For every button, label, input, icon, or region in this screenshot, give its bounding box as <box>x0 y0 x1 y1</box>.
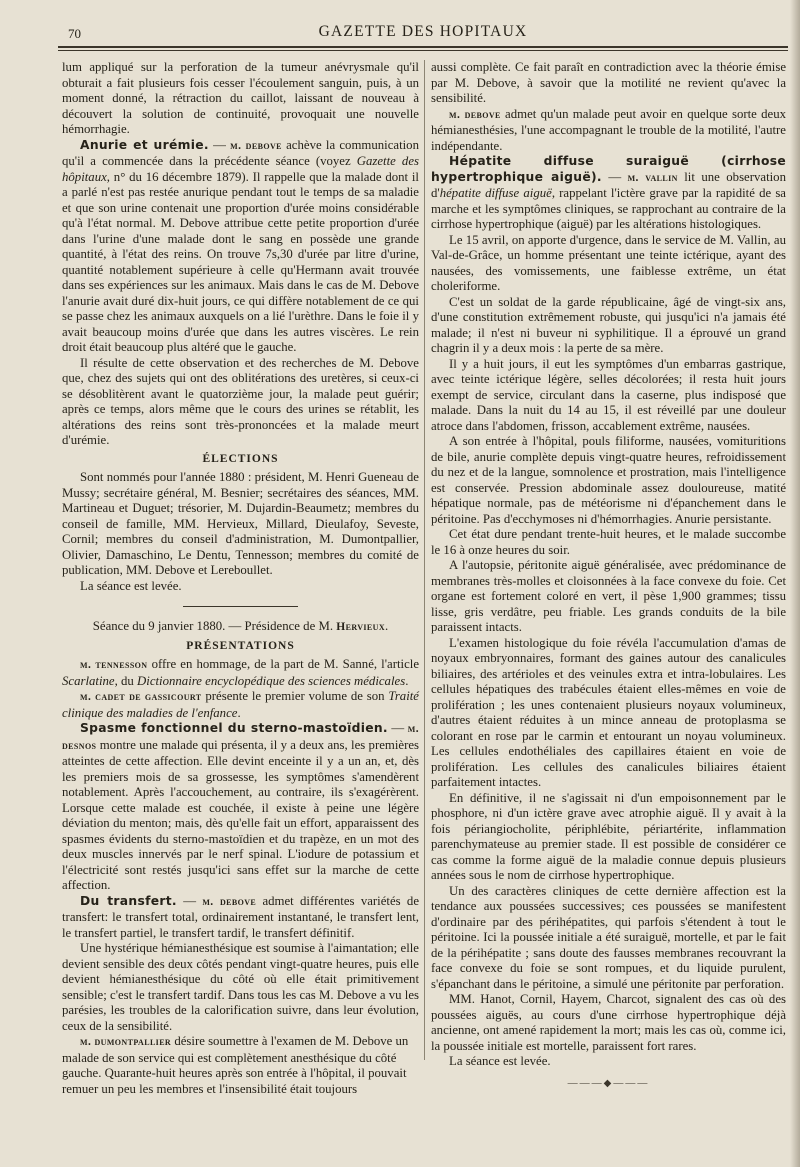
journal-title: GAZETTE DES HOPITAUX <box>318 23 528 40</box>
paragraph: Cet état dure pendant trente-huit heures, et le malade succombe le 16 à onze heures du soir. <box>431 527 786 557</box>
paragraph: Le 15 avril, on apporte d'urgence, dans le service de M. Vallin, au Val-de-Grâce, un homme présentant une teinte ictérique, ayant des nausées, des vomissements, une faiblesse extrême, un état choleriforme. <box>431 232 786 293</box>
presentation-paragraph <box>62 657 419 689</box>
presentation-paragraph <box>62 689 419 721</box>
section-heading-hepatite: Hépatite diffuse suraiguë (cirrhose hypertrophique aiguë). <box>431 154 786 184</box>
paragraph: A l'autopsie, péritonite aiguë généralisée, avec prédominance de membranes très-molles et cloisonnées à la face convexe du foie. Cet organe est fortement coloré en vert, il pèse 1,900 grammes; tissu lisse, gris verdâtre, peu friable. Les grands conduits de la bile paraissent intacts. <box>431 558 786 634</box>
citation: Traité clinique des maladies de l'enfance <box>62 689 419 720</box>
session-title <box>62 619 419 636</box>
speaker-name: m. vallin <box>627 171 678 184</box>
citation: hépatite diffuse aiguë <box>439 186 552 200</box>
text: montre une malade qui présenta, il y a deux ans, les premières atteintes de cette affection. Elle devint enceinte il y a un an, et, dès les premiers mois de sa grossesse, les symptômes s'amendèrent notablement. Après l'accouchement, au contraire, ils s'exagérèrent. Lorsque cette malade est couchée, il existe à peine une légère déviation du menton; mais, dès qu'elle fait un effort, apparaissent des spasmes évidents du sterno-mastoïdien et du trapèze, en un mot des deux muscles innervés par le nerf spinal. L'iodure de potassium et l'électricité sont restés jusqu'ici sans effet sur la marche de cette affection. <box>62 737 419 892</box>
dumontpallier-paragraph <box>62 1034 419 1097</box>
dash: — <box>601 169 628 184</box>
text: Séance du 9 janvier 1880. — Présidence de M. <box>92 619 337 633</box>
citation: Gazette des hôpitaux <box>62 154 419 184</box>
speaker-name: m. debove <box>449 108 501 121</box>
speaker-name: m. tennesson <box>80 659 148 671</box>
speaker-name: m. desnos <box>62 723 419 752</box>
text: , rappelant l'ictère grave par la rapidité de sa marche et les symptômes cliniques, se rapprochant au contraire de la cirrhose hypertrophique (aiguë) par les altérations histologiques. <box>431 186 786 231</box>
debove-reply-paragraph <box>431 107 786 155</box>
page-number: 70 <box>68 26 81 41</box>
citation: Scarlatine <box>62 673 115 688</box>
text: admet différentes variétés de transfert: le transfert total, ordinairement instantané, le transfert lent, le transfert partiel, le transfert tardif, le transfert définitif. <box>62 893 420 940</box>
paragraph: La séance est levée. <box>80 578 182 593</box>
paragraph: Il résulte de cette observation et des recherches de M. Debove que, chez des sujets qui ont des oblitérations des uretères, si ceux-ci se désoblitèrent avant le quatorzième jour, la malade peut guérir; après ce temps, alors même que le cours des urines se rétablit, les altérations des reins sont très-prononcées et la malade meurt d'urémie. <box>62 355 419 447</box>
page-header <box>58 22 788 44</box>
dash: — <box>176 893 203 908</box>
paragraph: En définitive, il ne s'agissait ni d'un empoisonnement par le phosphore, ni d'un ictère grave avec atrophie aiguë. Il y avait à la fois périangiocholite, périphlébite, périartérite, inflammation parenchymateuse au premier stade. Il est possible de considérer ce cas comme la forme aiguë de la maladie connue depuis plusieurs années sous le nom de cirrhose hypertrophique. <box>431 790 786 882</box>
hepatite-paragraph <box>431 154 786 233</box>
paragraph: aussi complète. Ce fait paraît en contradiction avec la théorie émise par M. Debove, à savoir que la motilité ne revient qu'avec la sensibilité. <box>431 60 786 105</box>
paragraph: Sont nommés pour l'année 1880 : président, M. Henri Gueneau de Mussy; secrétaire général, M. Besnier; secrétaires des séances, MM. Martineau et Duguet; trésorier, M. Dujardin-Beaumetz; membres du conseil de famille, MM. Hervieux, Millard, Dieulafoy, Seveste, Cornil; membres du conseil d'administration, M. Dumontpallier, Olivier, Damaschino, Le Dentu, Tennesson; membres du comité de publication, MM. Debove et Lereboullet. <box>62 470 419 577</box>
text: présente le premier volume de son <box>201 689 389 703</box>
transfert-paragraph <box>62 894 419 942</box>
section-heading-spasme: Spasme fonctionnel du sterno-mastoïdien. <box>80 721 388 735</box>
left-column <box>62 60 419 1097</box>
column-divider <box>424 60 425 1060</box>
text: , du <box>114 673 138 688</box>
paragraph: Une hystérique hémianesthésique est soumise à l'aimantation; elle devient sensible des deux côtés pendant vingt-quatre heures, puis elle devient hémianesthésique du côté où elle était primitivement sensible; c'est le transfert tardif. Dans tous les cas M. Debove a vu les parésies, les troubles de la calorification suivre, dans leur évolution, ceux de la sensibilité. <box>62 941 419 1033</box>
text: offre en hommage, de la part de M. Sanné, l'article <box>147 657 420 671</box>
paragraph: Un des caractères cliniques de cette dernière affection est la tendance aux poussées successives; ces poussées se manifestent d'ordinaire par des périhépatites, qui parfois s'étendent à tout le péritoine. Ici la poussée initiale a été suraiguë, mortelle, et par le fait de la périhépatite ; sans doute des fausses membranes recouvrant la face convexe du foie se sont rompues, et du liquide purulent, s'épanchant dans le péritoine, a simulé une péritonite par perforation. <box>431 883 786 991</box>
section-separator <box>183 606 298 607</box>
paragraph: C'est un soldat de la garde républicaine, âgé de vingt-six ans, d'une constitution extrêmement robuste, qui jusqu'ici n'a jamais été malade; il n'est ni buveur ni syphilitique. Il a éprouvé un grand chagrin il y a deux mois : la perte de sa mère. <box>431 294 786 355</box>
spasme-paragraph <box>62 721 419 894</box>
text: lit une observation d' <box>431 169 786 200</box>
text: . <box>385 619 389 633</box>
text: . <box>237 705 241 720</box>
section-heading-transfert: Du transfert. <box>80 893 177 908</box>
end-ornament: ———◆——— <box>567 1077 650 1089</box>
speaker-name: m. debove <box>230 139 282 152</box>
right-column <box>431 60 786 1091</box>
text: admet qu'un malade peut avoir en quelque sorte deux hémianesthésies, l'une accompagnant le trouble de la motilité, l'autre indépendante. <box>431 106 786 153</box>
president-name: Hervieux <box>336 621 385 633</box>
dash: — <box>387 721 408 735</box>
citation: Dictionnaire encyclopédique des sciences médicales <box>137 673 406 688</box>
text: . <box>405 673 409 688</box>
paragraph: L'examen histologique du foie révéla l'accumulation d'amas de noyaux embryonnaires, formant des gaines autour des canalicules biliaires, des artérioles et des veinules extra et intra-lobulaires. Les cellules hépatiques des trabécules étaient elles-mêmes en voie de prolifération ; les unes contenaient plusieurs noyaux volumineux, d'autres étaient réduites à un mince anneau de protoplasma se colorant en rose par le carmin et entourant un noyau volumineux. Les cellules endothéliales des capillaires étaient en voie de prolifération. Les cellules des canalicules biliaires étaient parfaitement intactes. <box>431 635 786 789</box>
text: achève la communication qu'il a commencée dans la précédente séance (voyez <box>62 137 419 168</box>
paragraph: A son entrée à l'hôpital, pouls filiforme, nausées, vomituritions de bile, anurie complète depuis vingt-quatre heures, refroidissement du nez et de la langue, somnolence et prostration, mais l'intelligence est conservée. Pression abdominale assez douloureuse, matité hépatique normale, pas de météorisme ni d'épanchement dans le péritoine. Pas d'ecchymoses ni d'hémorrhagies. Anurie persistante. <box>431 434 786 526</box>
section-heading-elections: ÉLECTIONS <box>202 452 279 465</box>
header-rule-thick <box>58 46 788 48</box>
section-heading-presentations: PRÉSENTATIONS <box>186 639 295 652</box>
text: , n° du 16 décembre 1879). Il rappelle que la malade dont il a parlé n'est pas restée anurique pendant tout le temps de sa maladie et que son urine contenait une proportion d'urée moins considérable qu'à l'état normal. M. Debove attribue cette petite proportion d'urée dans l'urine d'une malade dont le sang en possède une grande quantité, à l'état des reins. On trouve 7s,30 d'urée par litre d'urine, quantité notablement supérieure à celle qu'Hermann avait trouvée dans ses expériences sur les animaux. Mais dans le cas de M. Debove l'anurie avait duré dix-huit jours, ce qui diffère notablement de ce qui se passe chez les animaux auxquels on a lié l'urèthre. Dans le foie il y avait beaucoup moins d'urée que dans les autres viscères. Le rein droit était beaucoup plus altéré que le gauche. <box>62 169 419 354</box>
speaker-name: m. cadet de gassicourt <box>80 691 202 703</box>
speaker-name: m. debove <box>202 895 257 908</box>
anurie-paragraph <box>62 138 419 356</box>
paragraph: MM. Hanot, Cornil, Hayem, Charcot, signalent des cas où des poussées aiguës, au cours d'une cirrhose hypertrophique déjà ancienne, ont amené rapidement la mort; mais les cas où, comme ici, la poussée initiale est mortelle, paraissent fort rares. <box>431 992 786 1053</box>
page-edge-shadow <box>790 0 800 1167</box>
paragraph: La séance est levée. <box>449 1054 551 1068</box>
header-rule-thin <box>58 50 788 51</box>
section-heading-anurie: Anurie et urémie. <box>80 137 209 152</box>
paragraph: lum appliqué sur la perforation de la tumeur anévrysmale qu'il obturait a fait plusieurs fois cesser l'écoulement sanguin, puis, à un moment donné, la rétraction du caillot, laissant de nouveau à découvert la solution de continuité, provoquait une nouvelle hémorrhagie. <box>62 60 419 136</box>
speaker-name: m. dumontpallier <box>80 1036 172 1048</box>
dash: — <box>208 137 231 152</box>
paragraph: Il y a huit jours, il eut les symptômes d'un embarras gastrique, avec teinte ictérique légère, selles décolorées; il resta huit jours exempt de service, circulant dans la caserne, plus indisposé que malade. Dans la nuit du 14 au 15, il est réveillé par une douleur atroce dans l'abdomen, frisson, accablement extrême, nausées. <box>431 356 786 433</box>
text: désire soumettre à l'examen de M. Debove un malade de son service qui est complètement anesthésique du côté gauche. Quarante-huit heures après son entrée à l'hôpital, il pouvait remuer un peu les membres et l'insensibilité était toujours <box>62 1034 409 1096</box>
